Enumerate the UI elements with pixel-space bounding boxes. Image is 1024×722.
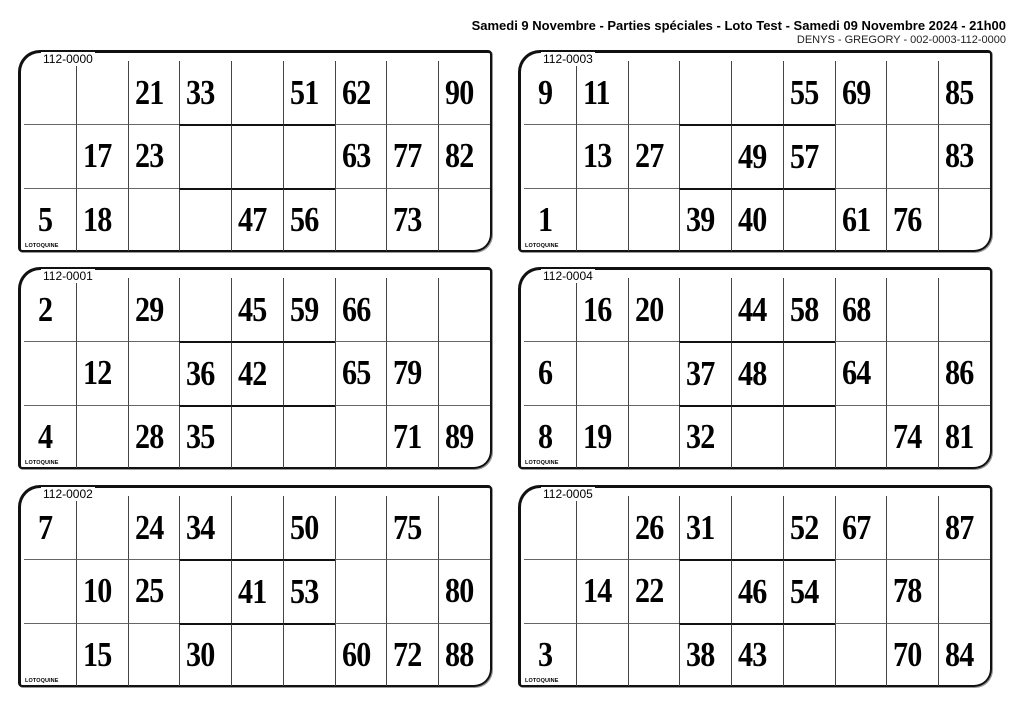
number-cell: [231, 559, 283, 622]
empty-cell: [24, 559, 76, 622]
cell-number: 5: [38, 199, 53, 239]
empty-cell: [886, 61, 938, 124]
number-cell: [283, 496, 335, 559]
bingo-card: [18, 50, 492, 252]
empty-cell: [386, 559, 438, 622]
cell-number: 36: [186, 353, 215, 393]
cell-number: 69: [841, 72, 871, 112]
number-cell: [886, 623, 938, 686]
empty-cell: [231, 496, 283, 559]
empty-cell: [438, 496, 490, 559]
number-cell: [438, 623, 490, 686]
number-cell: [386, 124, 438, 187]
empty-cell: [128, 623, 180, 686]
cell-number: 80: [445, 571, 474, 611]
empty-cell: [731, 61, 783, 124]
cell-number: 77: [393, 136, 422, 176]
number-cell: [179, 61, 231, 124]
number-cell: [24, 405, 76, 468]
brand-label: LOTOQUINE: [525, 678, 559, 684]
empty-cell: [886, 124, 938, 187]
brand-label: LOTOQUINE: [525, 460, 559, 466]
empty-cell: [783, 623, 835, 686]
brand-label: LOTOQUINE: [25, 243, 59, 249]
card-grid: [24, 278, 490, 468]
cell-number: 84: [945, 634, 974, 674]
empty-cell: [438, 278, 490, 341]
cell-number: 9: [538, 72, 553, 112]
cell-number: 2: [38, 289, 53, 329]
number-cell: [679, 405, 731, 468]
number-cell: [128, 124, 180, 187]
cell-number: 17: [82, 136, 112, 176]
number-cell: [886, 559, 938, 622]
number-cell: [386, 188, 438, 251]
number-cell: [731, 623, 783, 686]
number-cell: [335, 278, 387, 341]
cell-number: 3: [538, 634, 553, 674]
cell-number: 63: [341, 136, 371, 176]
card-id: 112-0004: [543, 269, 593, 283]
cell-number: 1: [538, 199, 553, 239]
number-cell: [524, 188, 576, 251]
empty-cell: [335, 559, 387, 622]
empty-cell: [283, 341, 335, 404]
cell-number: 33: [186, 72, 215, 112]
number-cell: [524, 405, 576, 468]
cell-number: 35: [186, 417, 215, 457]
empty-cell: [628, 623, 680, 686]
cell-number: 62: [341, 72, 371, 112]
cell-number: 85: [945, 72, 974, 112]
cell-number: 64: [841, 353, 871, 393]
number-cell: [231, 188, 283, 251]
empty-cell: [438, 188, 490, 251]
empty-cell: [886, 341, 938, 404]
number-cell: [128, 496, 180, 559]
empty-cell: [524, 496, 576, 559]
card-id: 112-0000: [43, 52, 93, 66]
number-cell: [576, 278, 628, 341]
cell-number: 31: [686, 507, 715, 547]
cell-number: 4: [38, 416, 53, 456]
cell-number: 51: [289, 72, 319, 112]
number-cell: [835, 61, 887, 124]
number-cell: [938, 496, 990, 559]
cell-number: 87: [945, 507, 974, 547]
empty-cell: [179, 188, 231, 251]
number-cell: [283, 61, 335, 124]
number-cell: [783, 496, 835, 559]
number-cell: [835, 496, 887, 559]
number-cell: [886, 405, 938, 468]
empty-cell: [835, 405, 887, 468]
cell-number: 14: [582, 571, 612, 611]
cell-number: 7: [38, 507, 53, 547]
cell-number: 67: [841, 507, 871, 547]
bingo-card: [518, 50, 992, 252]
empty-cell: [179, 559, 231, 622]
number-cell: [679, 188, 731, 251]
card-id: 112-0005: [543, 487, 593, 501]
number-cell: [679, 341, 731, 404]
number-cell: [835, 278, 887, 341]
number-cell: [438, 124, 490, 187]
empty-cell: [576, 188, 628, 251]
number-cell: [283, 559, 335, 622]
cell-number: 47: [238, 200, 267, 240]
empty-cell: [335, 496, 387, 559]
number-cell: [76, 124, 128, 187]
empty-cell: [438, 341, 490, 404]
cell-number: 66: [341, 289, 371, 329]
number-cell: [938, 405, 990, 468]
cell-number: 29: [134, 289, 163, 329]
cell-number: 45: [238, 289, 267, 329]
cell-number: 58: [789, 289, 819, 329]
cell-number: 13: [582, 136, 612, 176]
number-cell: [576, 559, 628, 622]
number-cell: [783, 61, 835, 124]
number-cell: [386, 496, 438, 559]
empty-cell: [938, 559, 990, 622]
empty-cell: [76, 405, 128, 468]
cell-number: 18: [82, 199, 112, 239]
cell-number: 46: [738, 571, 767, 611]
card-grid: [24, 61, 490, 251]
empty-cell: [835, 623, 887, 686]
cell-number: 72: [393, 634, 422, 674]
cell-number: 8: [538, 416, 553, 456]
number-cell: [835, 188, 887, 251]
cell-number: 10: [82, 571, 112, 611]
number-cell: [283, 188, 335, 251]
number-cell: [76, 623, 128, 686]
number-cell: [938, 61, 990, 124]
number-cell: [886, 188, 938, 251]
empty-cell: [628, 61, 680, 124]
empty-cell: [76, 496, 128, 559]
cell-number: 41: [238, 571, 267, 611]
empty-cell: [628, 188, 680, 251]
empty-cell: [179, 124, 231, 187]
cell-number: 78: [893, 571, 922, 611]
cell-number: 75: [393, 507, 422, 547]
bingo-card: [518, 267, 992, 469]
number-cell: [438, 559, 490, 622]
empty-cell: [886, 496, 938, 559]
cell-number: 57: [789, 136, 819, 176]
number-cell: [576, 61, 628, 124]
card-grid: [524, 278, 990, 468]
cell-number: 88: [445, 634, 474, 674]
number-cell: [128, 405, 180, 468]
empty-cell: [524, 559, 576, 622]
empty-cell: [783, 341, 835, 404]
cell-number: 12: [82, 353, 112, 393]
cell-number: 43: [738, 635, 767, 675]
empty-cell: [386, 61, 438, 124]
card-id: 112-0002: [43, 487, 93, 501]
empty-cell: [76, 61, 128, 124]
cell-number: 16: [582, 289, 612, 329]
cell-number: 22: [634, 571, 663, 611]
card-id: 112-0001: [43, 269, 93, 283]
empty-cell: [679, 278, 731, 341]
number-cell: [24, 496, 76, 559]
number-cell: [524, 341, 576, 404]
number-cell: [731, 278, 783, 341]
number-cell: [628, 124, 680, 187]
cell-number: 82: [445, 136, 474, 176]
number-cell: [335, 341, 387, 404]
empty-cell: [679, 61, 731, 124]
number-cell: [179, 405, 231, 468]
cell-number: 74: [893, 416, 922, 456]
number-cell: [438, 405, 490, 468]
number-cell: [679, 623, 731, 686]
number-cell: [283, 278, 335, 341]
cell-number: 19: [582, 416, 612, 456]
number-cell: [679, 496, 731, 559]
empty-cell: [783, 188, 835, 251]
empty-cell: [231, 124, 283, 187]
number-cell: [731, 341, 783, 404]
number-cell: [628, 559, 680, 622]
number-cell: [938, 124, 990, 187]
empty-cell: [386, 278, 438, 341]
number-cell: [731, 188, 783, 251]
number-cell: [179, 341, 231, 404]
number-cell: [628, 496, 680, 559]
empty-cell: [679, 559, 731, 622]
cell-number: 28: [134, 416, 163, 456]
cell-number: 71: [393, 416, 422, 456]
cell-number: 44: [738, 289, 767, 329]
empty-cell: [128, 341, 180, 404]
empty-cell: [231, 623, 283, 686]
card-id: 112-0003: [543, 52, 593, 66]
cell-number: 15: [82, 634, 112, 674]
number-cell: [128, 559, 180, 622]
empty-cell: [283, 405, 335, 468]
number-cell: [76, 188, 128, 251]
empty-cell: [231, 61, 283, 124]
cell-number: 42: [238, 353, 267, 393]
cell-number: 61: [841, 199, 871, 239]
number-cell: [783, 278, 835, 341]
cell-number: 55: [789, 72, 819, 112]
number-cell: [524, 61, 576, 124]
empty-cell: [283, 124, 335, 187]
cell-number: 20: [634, 289, 663, 329]
cell-number: 6: [538, 353, 553, 393]
cell-number: 30: [186, 635, 215, 675]
empty-cell: [628, 405, 680, 468]
number-cell: [628, 278, 680, 341]
empty-cell: [783, 405, 835, 468]
number-cell: [231, 278, 283, 341]
empty-cell: [24, 341, 76, 404]
number-cell: [179, 623, 231, 686]
number-cell: [576, 124, 628, 187]
number-cell: [386, 341, 438, 404]
empty-cell: [24, 61, 76, 124]
cell-number: 56: [289, 200, 319, 240]
card-grid: [524, 496, 990, 686]
empty-cell: [335, 188, 387, 251]
empty-cell: [576, 623, 628, 686]
empty-cell: [24, 623, 76, 686]
brand-label: LOTOQUINE: [525, 243, 559, 249]
number-cell: [783, 124, 835, 187]
cell-number: 90: [445, 72, 474, 112]
cell-number: 83: [945, 136, 974, 176]
card-grid: [24, 496, 490, 686]
bingo-card: [18, 485, 492, 687]
empty-cell: [576, 496, 628, 559]
cell-number: 86: [945, 353, 974, 393]
player-reference: DENYS - GREGORY - 002-0003-112-0000: [796, 34, 1006, 46]
number-cell: [128, 278, 180, 341]
empty-cell: [938, 188, 990, 251]
empty-cell: [938, 278, 990, 341]
number-cell: [335, 623, 387, 686]
number-cell: [386, 623, 438, 686]
cell-number: 49: [738, 136, 767, 176]
empty-cell: [731, 405, 783, 468]
number-cell: [335, 61, 387, 124]
cell-number: 32: [686, 417, 715, 457]
empty-cell: [886, 278, 938, 341]
cell-number: 21: [134, 72, 163, 112]
number-cell: [76, 559, 128, 622]
number-cell: [386, 405, 438, 468]
empty-cell: [76, 278, 128, 341]
number-cell: [783, 559, 835, 622]
number-cell: [938, 341, 990, 404]
cell-number: 25: [134, 571, 163, 611]
cell-number: 53: [289, 571, 319, 611]
empty-cell: [179, 278, 231, 341]
number-cell: [335, 124, 387, 187]
number-cell: [438, 61, 490, 124]
cell-number: 60: [341, 634, 371, 674]
cell-number: 68: [841, 289, 871, 329]
cell-number: 23: [134, 136, 163, 176]
empty-cell: [628, 341, 680, 404]
brand-label: LOTOQUINE: [25, 678, 59, 684]
empty-cell: [24, 124, 76, 187]
cell-number: 89: [445, 416, 474, 456]
empty-cell: [283, 623, 335, 686]
number-cell: [938, 623, 990, 686]
cell-number: 48: [738, 353, 767, 393]
bingo-card: [18, 267, 492, 469]
number-cell: [24, 278, 76, 341]
cell-number: 79: [393, 353, 422, 393]
cell-number: 65: [341, 353, 371, 393]
cell-number: 26: [634, 507, 663, 547]
empty-cell: [679, 124, 731, 187]
cell-number: 76: [893, 199, 922, 239]
cell-number: 34: [186, 507, 215, 547]
number-cell: [179, 496, 231, 559]
cell-number: 54: [789, 571, 819, 611]
page-title: Samedi 9 Novembre - Parties spéciales - Loto Test - Samedi 09 Novembre 2024 - 21h00: [471, 18, 1006, 33]
cell-number: 37: [686, 353, 715, 393]
cell-number: 59: [289, 289, 319, 329]
cell-number: 70: [893, 634, 922, 674]
number-cell: [731, 124, 783, 187]
number-cell: [128, 61, 180, 124]
empty-cell: [835, 124, 887, 187]
brand-label: LOTOQUINE: [25, 460, 59, 466]
empty-cell: [524, 278, 576, 341]
number-cell: [24, 188, 76, 251]
empty-cell: [576, 341, 628, 404]
cell-number: 81: [945, 416, 974, 456]
cell-number: 11: [582, 72, 610, 112]
cell-number: 39: [686, 200, 715, 240]
bingo-card: [518, 485, 992, 687]
empty-cell: [524, 124, 576, 187]
cell-number: 38: [686, 635, 715, 675]
number-cell: [231, 341, 283, 404]
cell-number: 52: [789, 507, 819, 547]
cell-number: 27: [634, 136, 663, 176]
number-cell: [731, 559, 783, 622]
number-cell: [576, 405, 628, 468]
cell-number: 73: [393, 199, 422, 239]
cell-number: 40: [738, 200, 767, 240]
empty-cell: [835, 559, 887, 622]
empty-cell: [128, 188, 180, 251]
number-cell: [76, 341, 128, 404]
empty-cell: [731, 496, 783, 559]
cell-number: 24: [134, 507, 163, 547]
number-cell: [835, 341, 887, 404]
empty-cell: [335, 405, 387, 468]
number-cell: [524, 623, 576, 686]
empty-cell: [231, 405, 283, 468]
card-grid: [524, 61, 990, 251]
cell-number: 50: [289, 507, 319, 547]
